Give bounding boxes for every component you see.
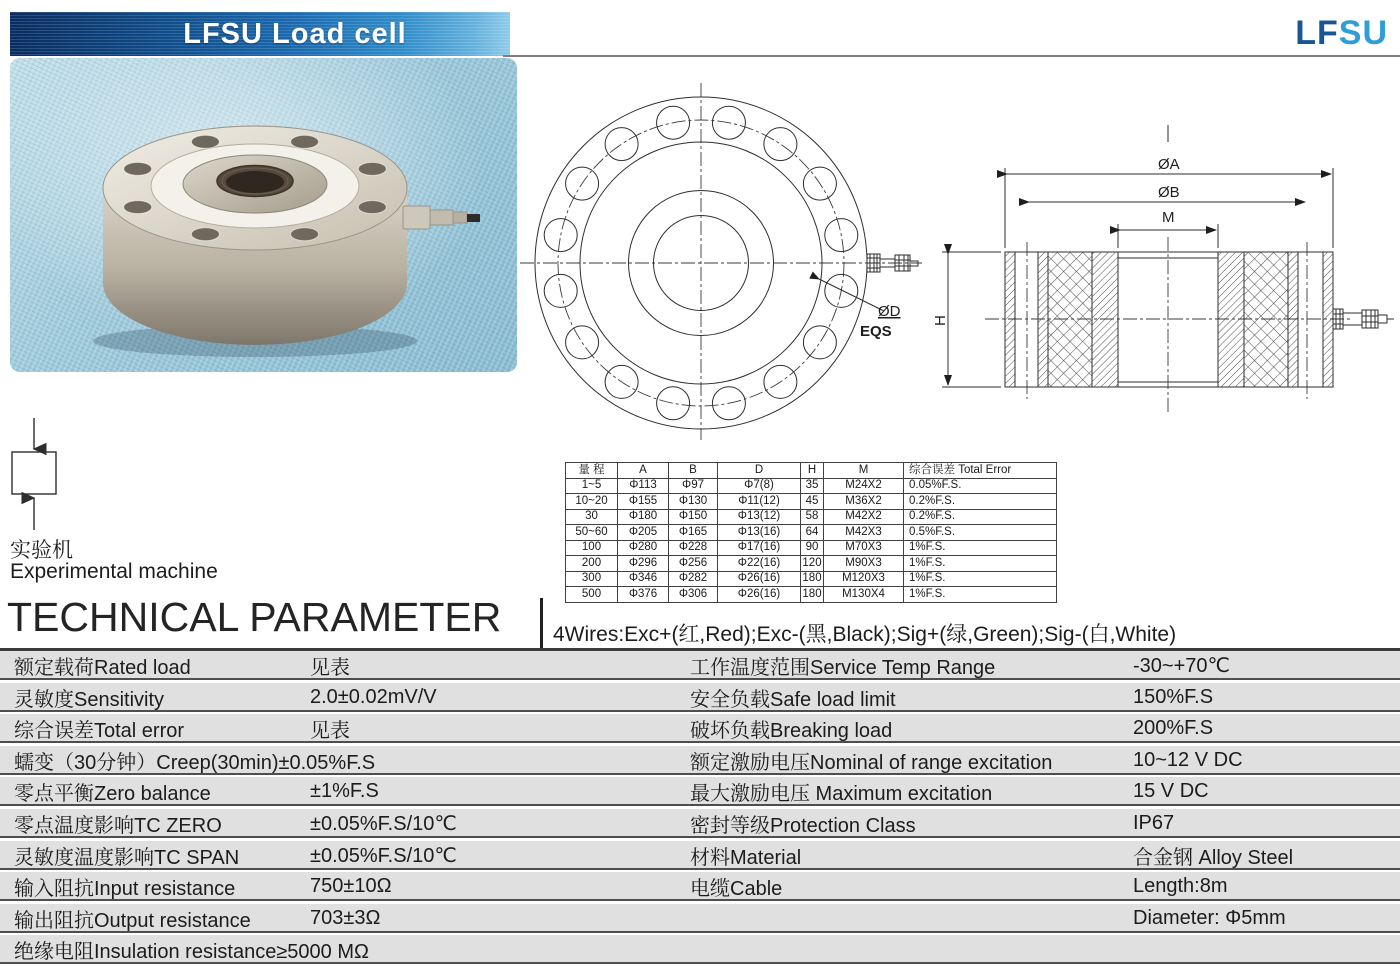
dims-cell-a: Φ113 [618,478,669,494]
dims-cell-d: Φ13(12) [718,509,801,525]
dims-cell-d: Φ7(8) [718,478,801,494]
dims-cell-range: 100 [566,540,618,556]
dims-cell-a: Φ155 [618,494,669,510]
dims-cell-b: Φ130 [669,494,718,510]
dims-cell-h: 90 [801,540,824,556]
spec-left-label: 灵敏度Sensitivity [14,688,165,711]
dims-cell-h: 35 [801,478,824,494]
spec-left-value: 2.0±0.02mV/V [310,685,437,708]
spec-row [0,746,1400,775]
spec-right-value: 150%F.S [1133,685,1214,708]
spec-right-value: 15 V DC [1133,780,1209,803]
dims-cell-a: Φ296 [618,556,669,572]
dims-cell-a: Φ280 [618,540,669,556]
dims-cell-m: M120X3 [824,571,904,587]
wiring-note: 4Wires:Exc+(红,Red);Exc-(黑,Black);Sig+(绿,Green);Sig-(白,White) [553,623,1177,646]
dims-cell-total-error: 1%F.S. [904,556,1057,572]
dim-a-label: ØA [1158,156,1180,173]
product-photo [10,58,517,372]
brand-logo [1295,14,1388,53]
dims-cell-d: Φ17(16) [718,540,801,556]
spec-right-value: 10~12 V DC [1133,748,1243,771]
dims-cell-a: Φ205 [618,525,669,541]
dims-cell-b: Φ256 [669,556,718,572]
dims-cell-m: M130X4 [824,587,904,603]
dims-cell-h: 64 [801,525,824,541]
spec-row [0,935,1400,964]
dims-cell-d: Φ26(16) [718,587,801,603]
spec-left-value: 见表 [310,657,350,679]
spec-left-value: ±1%F.S [310,780,379,803]
hole-eqs-label: EQS [860,323,892,340]
header-banner [10,12,510,56]
dims-cell-m: M24X2 [824,478,904,494]
front-view-drawing [518,78,930,446]
spec-right-label: 破坏负载Breaking load [690,720,893,743]
dim-m-label: M [1162,209,1175,226]
dim-h-label: H [932,315,949,326]
dims-header-cell: 量 程 [566,463,618,479]
dims-cell-b: Φ165 [669,525,718,541]
spec-right-value: Diameter: Φ5mm [1133,906,1286,929]
spec-left-label: 蠕变（30分钟）Creep(30min)±0.05%F.S [14,751,376,774]
dims-table-row [566,540,1057,556]
dims-cell-total-error: 1%F.S. [904,571,1057,587]
machine-caption-cn: 实验机 [10,539,73,562]
spec-row [0,683,1400,712]
specification-table [0,648,1400,967]
spec-row [0,841,1400,870]
dims-cell-total-error: 0.2%F.S. [904,509,1057,525]
dims-cell-range: 500 [566,587,618,603]
spec-row [0,714,1400,743]
dimensions-table-header-row [566,463,1057,479]
spec-left-value: 见表 [310,720,350,743]
spec-left-label: 绝缘电阻Insulation resistance≥5000 MΩ [14,941,369,964]
dimensions-table [565,462,1057,603]
dims-cell-h: 58 [801,509,824,525]
dims-cell-m: M42X3 [824,525,904,541]
dims-cell-m: M90X3 [824,556,904,572]
dims-cell-range: 30 [566,509,618,525]
spec-right-label: 工作温度范围Service Temp Range [690,657,996,679]
dims-cell-range: 10~20 [566,494,618,510]
dims-cell-total-error: 1%F.S. [904,540,1057,556]
spec-left-label: 额定载荷Rated load [14,657,191,679]
dims-cell-b: Φ306 [669,587,718,603]
dims-cell-total-error: 1%F.S. [904,587,1057,603]
spec-left-label: 零点平衡Zero balance [14,783,211,806]
spec-row [0,651,1400,680]
dims-cell-d: Φ13(16) [718,525,801,541]
dims-cell-range: 50~60 [566,525,618,541]
dim-b-label: ØB [1158,184,1180,201]
spec-row [0,809,1400,838]
spec-right-label: 安全负载Safe load limit [690,688,896,711]
dims-cell-m: M36X2 [824,494,904,510]
dims-cell-range: 300 [566,571,618,587]
dims-cell-total-error: 0.5%F.S. [904,525,1057,541]
spec-right-label: 密封等级Protection Class [690,814,916,837]
dims-cell-range: 200 [566,556,618,572]
spec-right-value: -30~+70℃ [1133,655,1230,677]
spec-right-value: 合金钢 Alloy Steel [1133,846,1294,869]
dims-cell-h: 45 [801,494,824,510]
section-title: TECHNICAL PARAMETER [7,594,502,640]
dims-header-cell: 综合误差 Total Error [904,463,1057,479]
machine-caption-en: Experimental machine [10,560,218,583]
spec-right-value: 200%F.S [1133,717,1214,740]
spec-right-label: 额定激励电压Nominal of range excitation [690,751,1053,774]
spec-left-value: ±0.05%F.S/10℃ [310,812,457,835]
spec-right-label: 电缆Cable [690,878,783,901]
load-cell-photo-illustration [10,58,517,372]
spec-row [0,872,1400,901]
dims-header-cell: D [718,463,801,479]
dims-header-cell: B [669,463,718,479]
dims-table-row [566,556,1057,572]
dims-table-row [566,494,1057,510]
dims-header-cell: M [824,463,904,479]
cable-connector-side [1333,309,1394,329]
dims-cell-h: 120 [801,556,824,572]
brand-logo-part2: SU [1338,14,1388,52]
side-view-drawing [930,112,1400,447]
spec-left-value: ±0.05%F.S/10℃ [310,844,457,867]
dims-cell-a: Φ346 [618,571,669,587]
dims-table-row [566,587,1057,603]
dims-cell-m: M42X2 [824,509,904,525]
spec-left-label: 综合误差Total error [14,720,185,743]
dims-cell-b: Φ282 [669,571,718,587]
dims-cell-d: Φ11(12) [718,494,801,510]
dims-cell-total-error: 0.05%F.S. [904,478,1057,494]
dims-cell-a: Φ376 [618,587,669,603]
spec-right-label: 材料Material [690,846,802,869]
spec-right-value: Length:8m [1133,875,1228,898]
dims-table-row [566,478,1057,494]
dims-table-row [566,525,1057,541]
dims-cell-d: Φ26(16) [718,571,801,587]
dims-cell-range: 1~5 [566,478,618,494]
dims-cell-d: Φ22(16) [718,556,801,572]
spec-left-label: 输出阻抗Output resistance [14,909,251,932]
dims-table-row [566,509,1057,525]
spec-left-label: 输入阻抗Input resistance [14,878,236,901]
spec-left-value: 703±3Ω [310,906,381,929]
dims-header-cell: H [801,463,824,479]
spec-row [0,777,1400,806]
hole-diameter-label: ØD [878,303,901,320]
brand-logo-part1: LF [1295,14,1339,52]
dims-cell-h: 180 [801,571,824,587]
dims-cell-a: Φ180 [618,509,669,525]
spec-left-label: 灵敏度温度影响TC SPAN [14,846,240,869]
dims-cell-m: M70X3 [824,540,904,556]
spec-row [0,904,1400,933]
header-divider [503,55,1400,57]
dims-cell-b: Φ150 [669,509,718,525]
dims-cell-b: Φ228 [669,540,718,556]
dims-cell-h: 180 [801,587,824,603]
dims-header-cell: A [618,463,669,479]
page-title: LFSU Load cell [183,17,407,50]
compression-force-icon [8,412,68,537]
section-title-bar [540,598,543,648]
dims-cell-total-error: 0.2%F.S. [904,494,1057,510]
spec-right-label: 最大激励电压 Maximum excitation [690,783,993,806]
dims-cell-b: Φ97 [669,478,718,494]
dims-table-row [566,571,1057,587]
spec-left-label: 零点温度影响TC ZERO [14,814,222,837]
spec-left-value: 750±10Ω [310,875,392,898]
spec-right-value: IP67 [1133,811,1175,834]
